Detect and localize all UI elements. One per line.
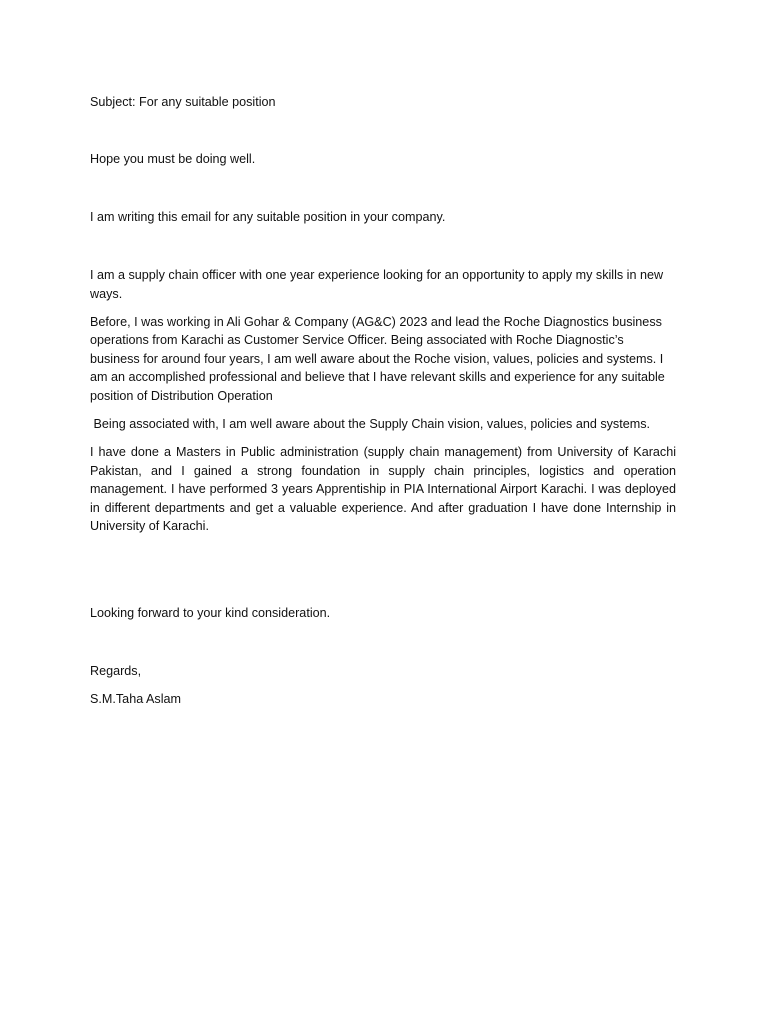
subject-line: Subject: For any suitable position <box>90 95 276 109</box>
associated-paragraph: Being associated with, I am well aware about the Supply Chain vision, values, policies and systems. <box>90 417 651 432</box>
regards-line: Regards, <box>90 663 142 678</box>
previous-experience-paragraph: Before, I was working in Ali Gohar & Company (AG&C) 2023 and lead the Roche Diagnostics business operations from Karachi as Customer Service Officer. Being associated with Roche Diagnostic’s business for around four years, I am well aware about the Roche vision, values, policies and systems. I am an accomplished professional and believe that I have relevant skills and experience for any suitable position of Distribution Operation <box>90 315 665 403</box>
letter-page <box>90 93 676 709</box>
education-paragraph: I have done a Masters in Public administration (supply chain management) from University of Karachi Pakistan, and I gained a strong foundation in supply chain principles, logistics and operation management. I have performed 3 years Apprentiship in PIA International Airport Karachi. I was deployed in different departments and get a valuable experience. And after graduation I have done Internship in University of Karachi. <box>90 445 676 534</box>
closing-line: Looking forward to your kind consideration. <box>90 605 331 620</box>
greeting-line: Hope you must be doing well. <box>90 152 256 167</box>
signature-name: S.M.Taha Aslam <box>90 692 181 707</box>
supply-chain-paragraph: I am a supply chain officer with one year experience looking for an opportunity to apply my skills in new ways. <box>90 268 664 301</box>
intro-paragraph: I am writing this email for any suitable position in your company. <box>90 209 446 224</box>
